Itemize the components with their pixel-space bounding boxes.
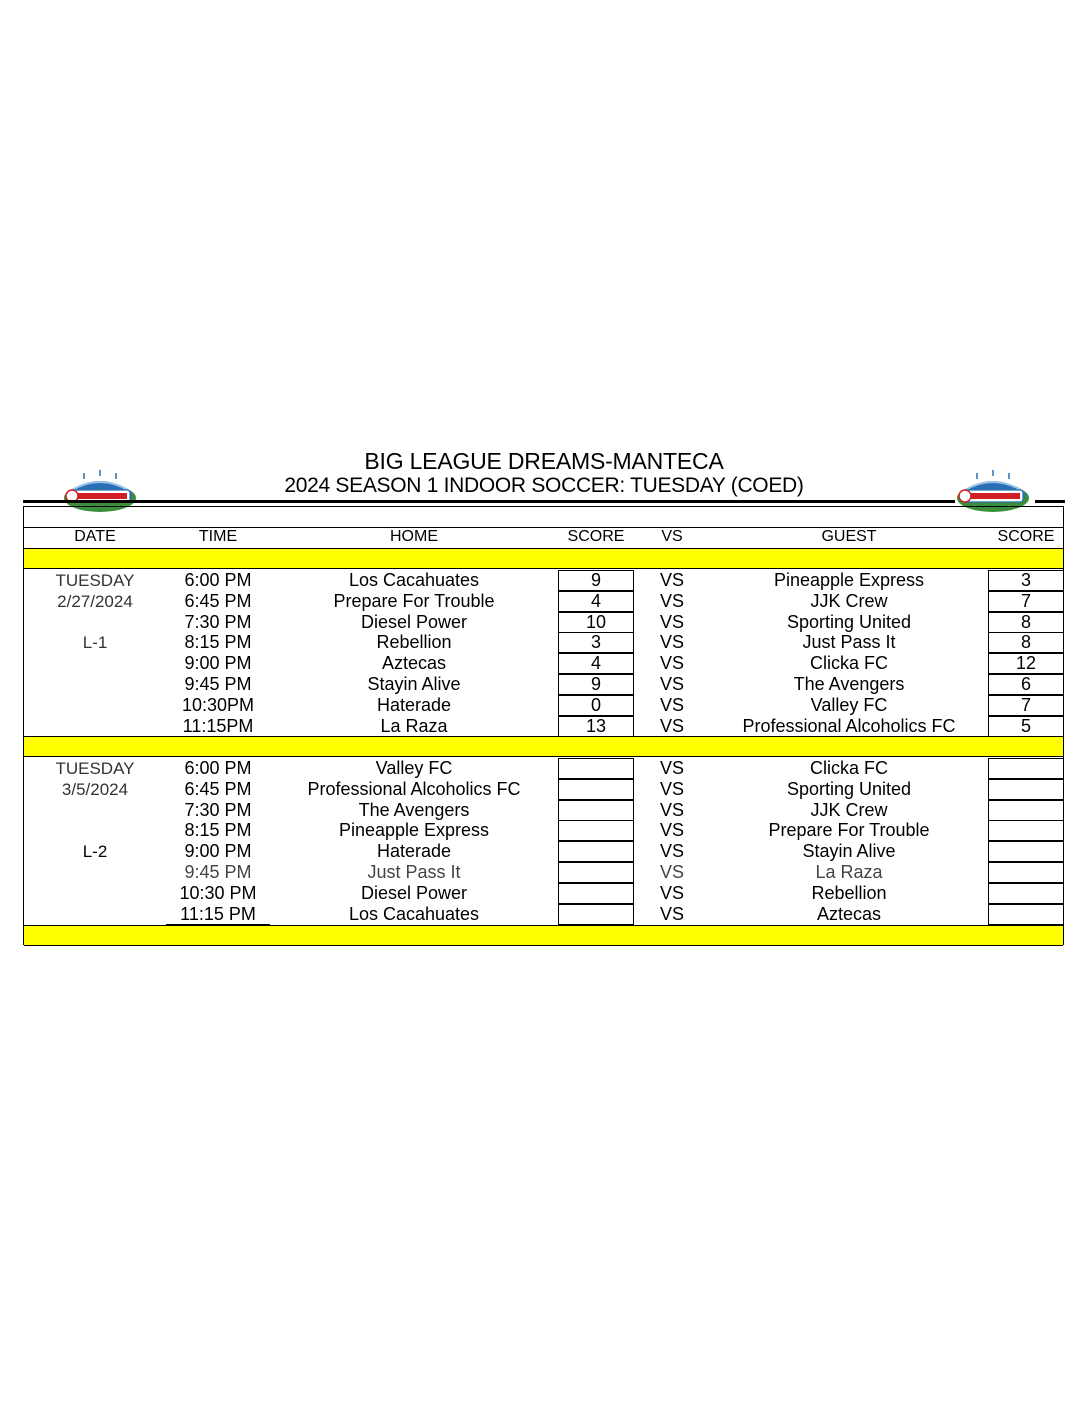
guest-score [988,841,1064,862]
vs-label: VS [659,632,684,653]
guest-score: 8 [988,612,1064,633]
column-header-vs: VS [661,528,683,545]
guest-team: Clicka FC [809,653,888,674]
game-time: 8:15 PM [184,820,252,841]
home-score [558,862,634,883]
guest-team: JJK Crew [810,590,888,611]
home-team: Just Pass It [367,862,461,882]
week-day: TUESDAY [55,571,135,590]
schedule-table [23,506,1064,945]
home-team: The Avengers [358,799,470,820]
home-team: Prepare For Trouble [333,590,495,611]
home-score: 4 [558,653,634,674]
guest-score [988,800,1064,821]
vs-label: VS [659,694,684,715]
highlight-divider [24,925,1063,946]
game-time: 6:45 PM [184,778,252,799]
guest-score [988,779,1064,800]
highlight-divider [24,736,1063,757]
game-row [24,612,1063,633]
game-time: 6:00 PM [184,758,252,778]
home-score: 9 [558,674,634,695]
guest-team: Valley FC [810,694,888,715]
game-time: 9:00 PM [184,653,252,674]
game-row [24,716,1063,737]
game-row [24,883,1063,904]
vs-label: VS [659,590,684,611]
week-league: L-1 [82,633,108,653]
game-time: 7:30 PM [184,799,252,820]
vs-label: VS [659,778,684,799]
home-score [558,841,634,862]
game-row [24,904,1063,925]
game-time: 11:15PM [182,715,254,736]
game-time: 7:30 PM [184,611,252,632]
game-row [24,570,1063,591]
guest-score: 12 [988,653,1064,674]
guest-team: Prepare For Trouble [768,820,930,841]
guest-score: 5 [988,716,1064,737]
column-header-guest: GUEST [821,528,877,545]
game-time: 8:15 PM [184,632,252,653]
game-row [24,695,1063,716]
vs-label: VS [659,570,684,590]
guest-score: 6 [988,674,1064,695]
vs-label: VS [659,758,684,778]
week-league: L-2 [82,842,108,862]
game-time: 11:15 PM [180,903,256,924]
guest-team: La Raza [815,862,883,882]
game-row [24,820,1063,841]
home-team: Diesel Power [360,882,468,903]
home-team: Rebellion [376,632,452,653]
home-team: Stayin Alive [367,674,461,694]
game-time: 6:00 PM [184,570,252,590]
column-header-date: DATE [74,528,116,545]
vs-label: VS [659,841,684,862]
column-header-guest-score: SCORE [997,528,1055,545]
guest-score: 7 [988,591,1064,612]
home-team: La Raza [380,715,448,736]
highlight-divider [24,548,1063,569]
guest-score [988,904,1064,925]
home-score [558,904,634,925]
home-team: Haterade [376,841,452,862]
home-team: Professional Alcoholics FC [307,778,521,799]
home-score: 10 [558,612,634,633]
document-subtitle: 2024 SEASON 1 INDOOR SOCCER: TUESDAY (COED) [284,474,804,497]
guest-team: Professional Alcoholics FC [742,715,956,736]
home-team: Aztecas [381,653,447,674]
game-row [24,779,1063,800]
home-score: 4 [558,591,634,612]
game-row [24,674,1063,695]
vs-label: VS [659,882,684,903]
home-score [558,883,634,904]
guest-team: The Avengers [793,674,905,694]
guest-team: Rebellion [811,882,887,903]
week-date: 3/5/2024 [61,779,129,799]
home-team: Pineapple Express [338,820,490,841]
game-row [24,862,1063,883]
guest-score: 8 [988,632,1064,653]
guest-score [988,862,1064,883]
guest-score: 7 [988,695,1064,716]
game-row [24,758,1063,779]
home-score [558,758,634,779]
time-column-rule [166,924,270,925]
game-row [24,632,1063,653]
column-header-home-score: SCORE [567,528,625,545]
home-score [558,820,634,841]
guest-team: Sporting United [786,778,912,799]
home-score: 0 [558,695,634,716]
column-header-time: TIME [198,528,238,545]
home-team: Valley FC [375,758,453,778]
guest-team: Just Pass It [802,632,896,653]
game-time: 10:30 PM [179,882,257,903]
week-date: 2/27/2024 [57,591,133,611]
home-score [558,800,634,821]
frame-top-line [23,500,955,503]
home-score: 3 [558,632,634,653]
vs-label: VS [659,674,684,694]
vs-label: VS [659,611,684,632]
home-team: Diesel Power [360,611,468,632]
guest-team: Sporting United [786,611,912,632]
vs-label: VS [659,903,684,924]
game-row [24,800,1063,821]
guest-team: Stayin Alive [802,841,896,862]
guest-team: JJK Crew [810,799,888,820]
guest-team: Pineapple Express [773,570,925,590]
vs-label: VS [659,799,684,820]
guest-team: Aztecas [816,903,882,924]
column-header-row [24,527,1063,549]
home-score [558,779,634,800]
week-day: TUESDAY [55,759,135,778]
guest-score [988,758,1064,779]
guest-score [988,883,1064,904]
home-score: 9 [558,570,634,591]
game-time: 9:00 PM [184,841,252,862]
game-row [24,591,1063,612]
guest-team: Clicka FC [809,758,888,778]
home-team: Haterade [376,694,452,715]
game-row [24,841,1063,862]
game-time: 9:45 PM [184,862,252,882]
home-team: Los Cacahuates [348,570,480,590]
vs-label: VS [659,862,684,882]
vs-label: VS [659,820,684,841]
vs-label: VS [659,715,684,736]
vs-label: VS [659,653,684,674]
game-time: 9:45 PM [184,674,252,694]
home-score: 13 [558,716,634,737]
time-column-rule [166,736,270,737]
guest-score [988,820,1064,841]
game-time: 6:45 PM [184,590,252,611]
column-header-home: HOME [390,528,438,545]
game-row [24,653,1063,674]
document-header [0,448,1088,498]
game-time: 10:30PM [181,694,255,715]
frame-top-line [1035,500,1065,503]
guest-score: 3 [988,570,1064,591]
home-team: Los Cacahuates [348,903,480,924]
document-title: BIG LEAGUE DREAMS-MANTECA [364,448,724,474]
